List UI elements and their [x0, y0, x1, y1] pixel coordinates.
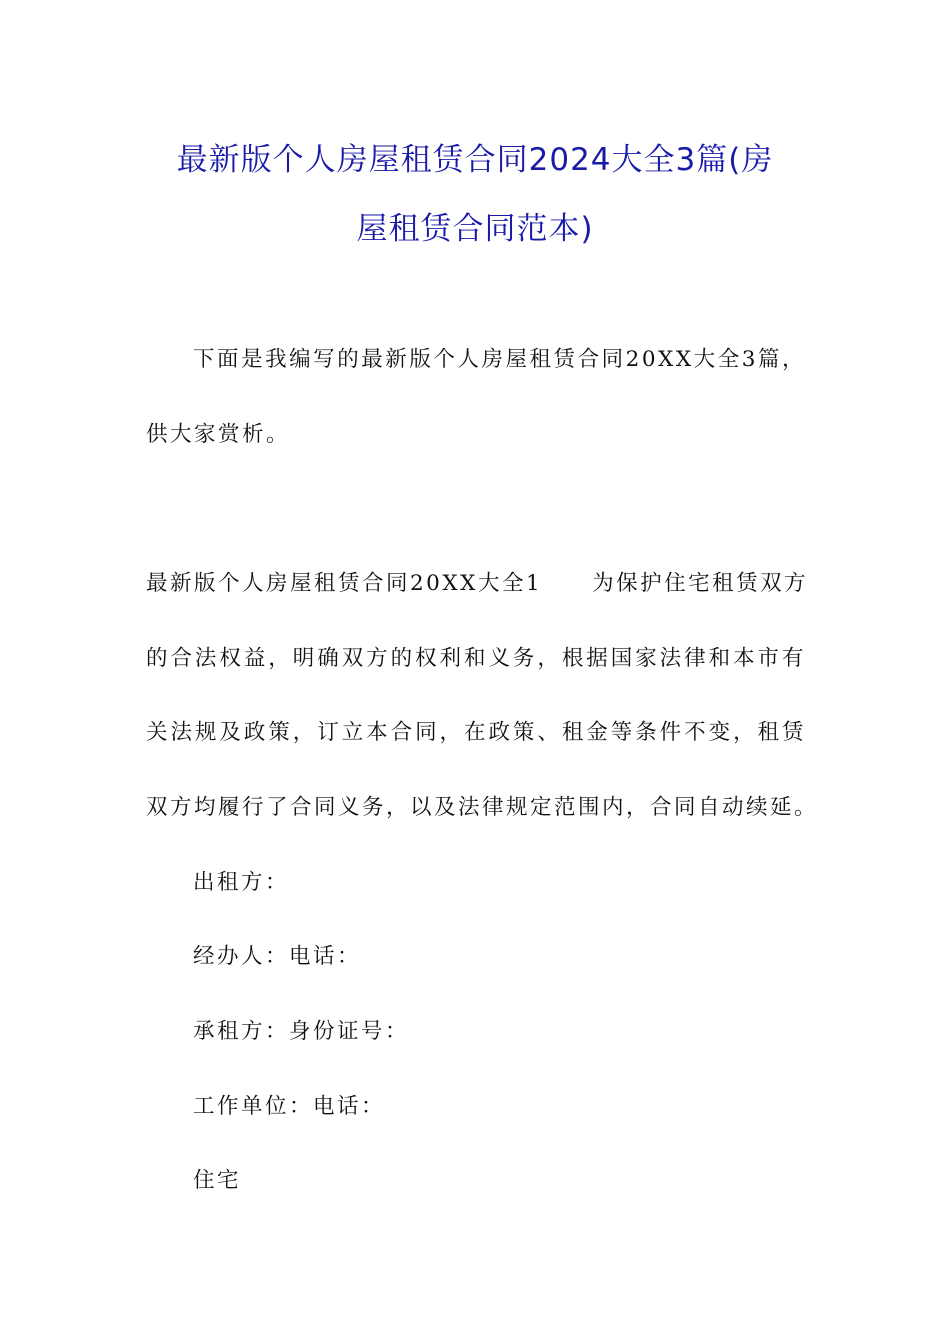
- section-1-line-1: [146, 569, 809, 599]
- section-1-line-3: 关法规及政策，订立本合同，在政策、租金等条件不变，租赁: [146, 720, 806, 745]
- field-lessee-id: 承租方：身份证号：: [193, 1019, 410, 1044]
- intro-paragraph-line-2: 供大家赏析。: [146, 422, 291, 447]
- document-title-line-1: 最新版个人房屋租赁合同2024大全3篇(房: [176, 142, 774, 178]
- field-lessor: 出租方：: [193, 870, 290, 895]
- section-1-line-1-text: 为保护住宅租赁双方: [592, 571, 809, 596]
- document-title-line-2: 屋租赁合同范本): [356, 211, 594, 247]
- section-1-line-2: 的合法权益，明确双方的权利和义务，根据国家法律和本市有: [146, 646, 806, 671]
- field-residence: 住宅: [193, 1168, 242, 1193]
- section-heading: 最新版个人房屋租赁合同20XX大全1: [146, 571, 543, 596]
- field-agent-phone: 经办人：电话：: [193, 944, 362, 969]
- intro-paragraph-line-1: 下面是我编写的最新版个人房屋租赁合同20XX大全3篇，: [193, 347, 806, 372]
- field-work-unit-phone: 工作单位：电话：: [193, 1094, 386, 1119]
- section-1-line-4: 双方均履行了合同义务，以及法律规定范围内，合同自动续延。: [146, 795, 819, 820]
